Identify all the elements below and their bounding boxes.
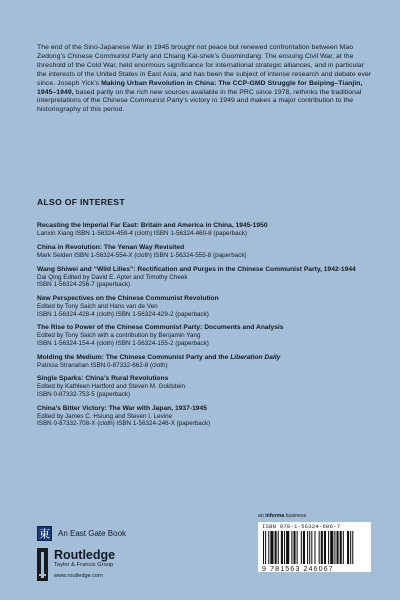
blurb <box>37 44 372 115</box>
book-entry <box>37 295 367 318</box>
also-of-interest-heading: ALSO OF INTEREST <box>37 197 125 207</box>
blurb-text: The end of the Sino-Japanese War in 1945 brought not peace but renewed confrontation between Mao Zedong’s Chinese Communist Party and Chiang Kai-shek’s Guomindang. The ensuing Civil War, at the threshold of the Cold War, held enormous significance for international strategic alliances, and in particular the interests of the United States in East Asia, and has been the subject of intense research and debate ever since. Joseph Yick’s <box>37 44 372 87</box>
book-entry <box>37 222 367 238</box>
book-detail-line: Lanxin Xiang ISBN 1-56324-459-4 (cloth) ISBN 1-56324-460-8 (paperback) <box>37 230 248 237</box>
book-entry <box>37 244 367 260</box>
barcode <box>258 522 371 572</box>
book-detail-line: Edited by James C. Hsiung and Steven I. Levine <box>37 412 173 420</box>
book-detail-line: Edited by Kathleen Hartford and Steven M. Goldstein <box>37 383 186 391</box>
book-detail-line: Edited by Tony Saich with a contribution by Benjamin Yang <box>37 332 201 340</box>
informa-business-label: an informa business <box>258 513 307 519</box>
book-entry <box>37 405 367 428</box>
book-entry <box>37 266 367 289</box>
related-books-list <box>37 222 367 434</box>
book-detail-line: ISBN 1-56324-256-7 (paperback) <box>37 281 131 289</box>
east-gate-book-mark <box>37 525 126 541</box>
book-detail-line: ISBN 0-87332-753-5 (paperback) <box>37 391 131 399</box>
book-title: China’s Bitter Victory: The War with Japan, 1937-1945 <box>37 404 207 412</box>
publisher-block <box>37 548 115 581</box>
book-detail-line: Edited by Tony Saich and Hans van de Ven <box>37 302 158 310</box>
east-gate-logo-icon <box>37 526 52 541</box>
book-title: Single Sparks: China’s Rural Revolutions <box>37 375 169 383</box>
book-detail-line: Patricia Stranahan ISBN 0-87332-662-8 (cloth) <box>37 361 168 369</box>
barcode-isbn: ISBN 978-1-56324-606-7 <box>262 523 341 530</box>
book-entry <box>37 375 367 398</box>
book-entry <box>37 354 367 370</box>
book-detail-line: ISBN 1-56324-428-4 (cloth) ISBN 1-56324-429-2 (paperback) <box>37 310 209 318</box>
svg-text:東: 東 <box>39 527 50 540</box>
book-title: Molding the Medium: The Chinese Communist Party and the Liberation Daily <box>37 353 281 361</box>
publisher-subtitle: Taylor & Francis Group <box>54 562 114 568</box>
book-title: Wang Shiwei and “Wild Lilies”: Rectification and Purges in the Chinese Communist Party, 1942-1944 <box>37 265 356 273</box>
publisher-name: Routledge <box>54 548 116 562</box>
barcode-bars <box>261 531 368 564</box>
east-gate-label: An East Gate Book <box>58 528 127 538</box>
blurb-book-title: Making Urban Revolution in China: The CCP-GMD Struggle for Beiping–Tianjin, 1945–1949, <box>37 79 363 96</box>
book-detail-line: ISBN 0-87332-708-X (cloth) ISBN 1-56324-246-X (paperback) <box>37 420 211 428</box>
book-title: The Rise to Power of the Chinese Communist Party: Documents and Analysis <box>37 324 284 332</box>
book-title: China in Revolution: The Yenan Way Revisited <box>37 243 185 251</box>
east-gate-glyph <box>38 527 51 540</box>
book-entry <box>37 324 367 347</box>
book-detail-line: Mark Selden ISBN 1-56324-554-X (cloth) ISBN 1-56324-555-8 (paperback) <box>37 251 247 259</box>
book-title: Recasting the Imperial Far East: Britain and America in China, 1945-1950 <box>37 222 268 229</box>
book-detail-line: ISBN 1-56324-154-4 (cloth) ISBN 1-56324-155-2 (paperback) <box>37 339 209 347</box>
book-detail-line: Dai Qing Edited by David E. Apter and Timothy Cheek <box>37 273 188 281</box>
routledge-logo-icon <box>37 548 48 581</box>
barcode-digits: 9 781563 246067 <box>262 564 334 573</box>
blurb-text-end: based partly on the rich new sources available in the PRC since 1978, rethinks the traditional interpretations of the Chinese Communist Party’s victory in 1949 and makes a major contribution to the historiography of this period. <box>37 88 362 114</box>
publisher-url: www.routledge.com <box>54 573 103 579</box>
book-title: New Perspectives on the Chinese Communist Revolution <box>37 294 219 302</box>
